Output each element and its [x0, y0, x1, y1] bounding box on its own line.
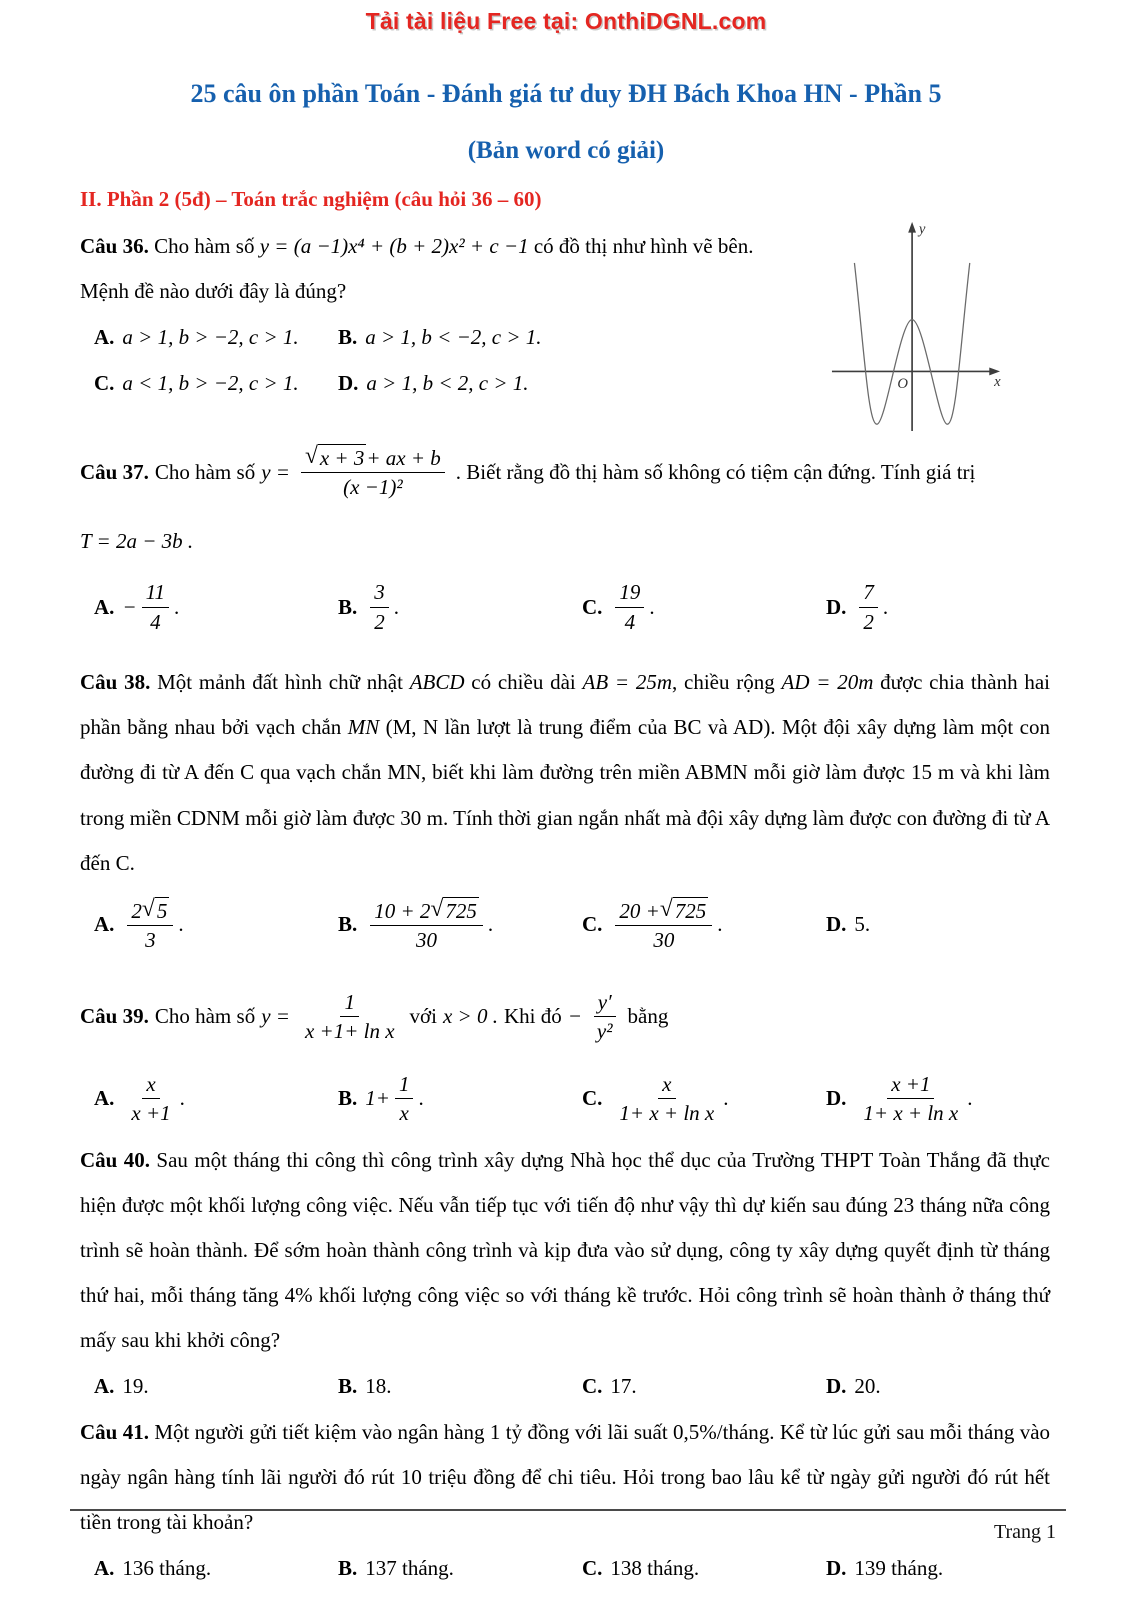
fraction: $\frac{1}{\text{x +1+ ln x}}$ — [304, 990, 395, 1044]
option-text: 19. — [122, 1374, 149, 1399]
question-label: Câu 41. — [80, 1419, 149, 1444]
minus-sign: − — [122, 594, 137, 619]
option-c[interactable] — [94, 371, 338, 396]
period: . — [717, 912, 723, 937]
radical-sign-icon: √ — [659, 895, 673, 922]
option-label: D. — [826, 1086, 847, 1111]
option-label: B. — [338, 1374, 358, 1399]
option-d[interactable] — [826, 1071, 1050, 1127]
fraction: 2 √ 5 3 — [127, 897, 173, 954]
period: . — [393, 594, 400, 619]
option-label: D. — [826, 1374, 847, 1399]
question-38-text — [80, 660, 1050, 886]
fraction: $\frac{x +1}{\text{1+ x + ln x}}$ — [863, 1072, 959, 1126]
fraction-numerator — [301, 444, 445, 473]
question-label: Câu 36. — [80, 234, 149, 258]
option-label: C. — [582, 1086, 603, 1111]
option-text: 138 tháng. — [610, 1555, 700, 1580]
fraction-numerator: 10 + 2 √ 725 — [370, 897, 483, 926]
option-text: a > 1, b < 2, c > 1. — [366, 370, 529, 395]
option-d[interactable] — [826, 1556, 1050, 1581]
option-c[interactable] — [582, 897, 826, 954]
question-37 — [80, 426, 1050, 646]
math-formula: y = (a −1)x⁴ + (b + 2)x² + c −1 — [259, 234, 529, 258]
banner-link[interactable]: Tải tài liệu Free tại: OnthiDGNL.com — [365, 8, 767, 34]
section-heading: II. Phần 2 (5đ) – Toán trắc nghiệm (câu hỏi 36 – 60) — [80, 187, 542, 211]
y-axis-label: y — [918, 221, 926, 238]
equals-y: y = — [261, 1004, 290, 1029]
period: . — [174, 594, 180, 619]
option-label: C. — [582, 1374, 603, 1399]
options-row — [80, 1545, 1050, 1591]
fraction: $\frac{x}{\text{1+ x + ln x}}$ — [619, 1072, 715, 1126]
radical-sign-icon: √ — [304, 443, 318, 470]
options-row — [80, 568, 1050, 646]
fraction: 20 + √ 725 30 — [615, 897, 712, 954]
radical: √ 725 — [659, 895, 707, 923]
option-b[interactable] — [338, 897, 582, 954]
option-text: 5. — [854, 912, 871, 937]
intro-post: có đồ thị như hình vẽ bên. — [533, 234, 754, 258]
fraction: $\frac{x}{x +1}$ — [131, 1072, 171, 1126]
question-label: Câu 40. — [80, 1147, 151, 1172]
question-36-prompt: Mệnh đề nào dưới đây là đúng? — [80, 279, 347, 304]
question-40-text — [80, 1138, 1050, 1364]
radical-sign-icon: √ — [141, 895, 155, 922]
intro-pre: Cho hàm số — [154, 234, 255, 258]
question-40 — [80, 1138, 1050, 1410]
radical: √ 725 — [430, 895, 477, 923]
option-a[interactable] — [94, 325, 338, 350]
mid-pre: với — [409, 1004, 437, 1029]
question-38 — [80, 660, 1050, 964]
option-b[interactable] — [338, 1556, 582, 1581]
page-content — [0, 187, 1132, 1591]
question-39 — [80, 974, 1050, 1138]
intro-pre: Cho hàm số — [154, 459, 256, 484]
fraction: $\frac{1}{x}$ — [395, 1071, 414, 1127]
condition: x > 0 . — [442, 1004, 498, 1029]
question-37-intro — [80, 426, 1050, 518]
minus-sign: − — [567, 1004, 582, 1029]
option-label: C. — [94, 370, 115, 395]
question-body: Sau một tháng thi công thì công trình xây dựng Nhà học thể dục của Trường THPT Toàn Thắng đã thực hiện được một khối lượng công việc. Nếu vẫn tiếp tục với tiến độ như vậy thì dự kiến sau đúng 23 tháng nữa công trình sẽ hoàn thành. Để sớm hoàn thành công trình và kịp đưa vào sử dụng, công ty xây dựng quyết định từ tháng thứ hai, mỗi tháng tăng 4% khối lượng công việc so với tháng kề trước. Hỏi công trình sẽ hoàn thành ở tháng thứ mấy sau khi khởi công? — [80, 1147, 1050, 1353]
option-d[interactable] — [826, 912, 1050, 937]
question-body: Một người gửi tiết kiệm vào ngân hàng 1 tỷ đồng với lãi suất 0,5%/tháng. Kể từ lúc gửi sau mỗi tháng vào ngày ngân hàng tính lãi người đó rút 10 triệu đồng để chi tiêu. Hỏi trong bao lâu kể từ ngày gửi người đó rút hết tiền trong tài khoản? — [80, 1419, 1051, 1534]
intro-post: . Biết rằng đồ thị hàm số không có tiệm cận đứng. Tính giá trị — [455, 459, 976, 484]
option-text: 139 tháng. — [854, 1555, 944, 1580]
t-equation: T = 2a − 3b . — [80, 529, 194, 554]
period: . — [882, 594, 889, 619]
radical: √ 5 — [141, 895, 168, 923]
option-c[interactable] — [582, 1374, 826, 1399]
fraction: $\frac{19}{4}$ — [615, 579, 644, 635]
option-label: A. — [94, 594, 115, 619]
radical — [305, 444, 366, 471]
option-label: B. — [338, 912, 358, 937]
period: . — [418, 1086, 424, 1111]
period: . — [723, 1086, 729, 1111]
option-label: A. — [94, 1555, 115, 1580]
period: . — [487, 912, 494, 937]
option-label: B. — [338, 324, 358, 349]
intro-pre: Cho hàm số — [154, 1004, 256, 1029]
fraction: $\frac{3}{2}$ — [370, 579, 389, 635]
fraction-numerator: 2 √ 5 — [127, 897, 173, 926]
option-label: A. — [94, 1374, 115, 1399]
option-label: C. — [582, 912, 603, 937]
option-a[interactable] — [94, 1556, 338, 1581]
fraction — [301, 444, 445, 501]
option-label: D. — [826, 594, 847, 619]
fraction: $\frac{7}{2}$ — [859, 579, 878, 635]
option-text: a < 1, b > −2, c > 1. — [122, 370, 299, 395]
question-label: Câu 39. — [80, 1004, 149, 1029]
options-row — [80, 886, 1050, 964]
question-label: Câu 37. — [80, 459, 149, 484]
option-label: A. — [94, 912, 115, 937]
option-a[interactable] — [94, 1374, 338, 1399]
option-c[interactable] — [582, 1556, 826, 1581]
option-label: C. — [582, 1555, 603, 1580]
fraction: $\frac{y'}{\text{y²}}$ — [593, 989, 617, 1045]
fraction: $\frac{11}{4}$ — [142, 579, 169, 635]
option-text: 136 tháng. — [122, 1555, 212, 1580]
question-label: Câu 38. — [80, 670, 151, 695]
option-pre: 1+ — [365, 1086, 390, 1111]
option-b[interactable] — [338, 579, 582, 635]
option-c[interactable] — [582, 579, 826, 635]
radical-sign-icon: √ — [430, 895, 444, 922]
page-subtitle: (Bản word có giải) — [467, 137, 665, 164]
page-title: 25 câu ôn phần Toán - Đánh giá tư duy ĐH Bách Khoa HN - Phần 5 — [190, 79, 942, 108]
option-text: 17. — [610, 1374, 637, 1399]
period: . — [179, 1086, 185, 1111]
equals-y: y = — [261, 459, 290, 484]
question-41 — [80, 1410, 1050, 1591]
options-row — [80, 1060, 1050, 1138]
period: . — [178, 912, 184, 937]
option-c[interactable] — [582, 1071, 826, 1127]
fraction-denominator: (x −1)² — [343, 475, 403, 500]
x-axis-label: x — [994, 374, 1001, 391]
intro-post: bằng — [627, 1004, 669, 1029]
period: . — [967, 1086, 973, 1111]
option-a[interactable] — [94, 1071, 338, 1127]
option-text: 18. — [365, 1374, 392, 1399]
fraction: 10 + 2 √ 725 30 — [370, 897, 483, 954]
option-label: D. — [826, 912, 847, 937]
option-text: a > 1, b < −2, c > 1. — [365, 324, 542, 349]
origin-label: O — [897, 376, 909, 393]
option-label: B. — [338, 594, 358, 619]
option-d[interactable] — [826, 1374, 1050, 1399]
option-label: D. — [338, 370, 359, 395]
fraction-numerator: 20 + √ 725 — [615, 897, 712, 926]
quartic-function-graph — [826, 218, 1006, 433]
y-axis-arrow — [908, 222, 916, 233]
question-body: Một mảnh đất hình chữ nhật ABCD có chiều dài AB = 25m, chiều rộng AD = 20m được chia thành hai phần bằng nhau bởi vạch chắn MN (M, N lần lượt là trung điểm của BC và AD). Một đội xây dựng làm một con đường đi từ A đến C qua vạch chắn MN, biết khi làm đường trên miền ABMN mỗi giờ làm được 15 m và khi làm trong miền CDNM mỗi giờ làm được 30 m. Tính thời gian ngắn nhất mà đội xây dựng làm được con đường đi từ A đến C. — [80, 670, 1051, 875]
question-36 — [80, 221, 1050, 406]
radical-argument: x + 3 — [319, 446, 365, 471]
option-text: a > 1, b > −2, c > 1. — [122, 324, 299, 349]
numerator-rest: + ax + b — [366, 446, 441, 471]
option-label: A. — [94, 324, 115, 349]
option-b[interactable] — [338, 1374, 582, 1399]
question-39-intro — [80, 974, 1050, 1060]
option-label: B. — [338, 1086, 358, 1111]
mid-post: Khi đó — [503, 1004, 562, 1029]
option-a[interactable] — [94, 579, 338, 635]
option-d[interactable] — [826, 579, 1050, 635]
option-a[interactable] — [94, 897, 338, 954]
option-label: A. — [94, 1086, 115, 1111]
option-label: D. — [826, 1555, 847, 1580]
option-text: 20. — [854, 1374, 881, 1399]
options-row — [80, 1364, 1050, 1410]
period: . — [649, 594, 655, 619]
option-label: B. — [338, 1555, 358, 1580]
page-footer — [70, 1509, 1066, 1544]
option-text: 137 tháng. — [365, 1555, 454, 1580]
option-b[interactable] — [338, 1071, 582, 1127]
option-label: C. — [582, 594, 603, 619]
page-number: Trang 1 — [993, 1521, 1056, 1543]
